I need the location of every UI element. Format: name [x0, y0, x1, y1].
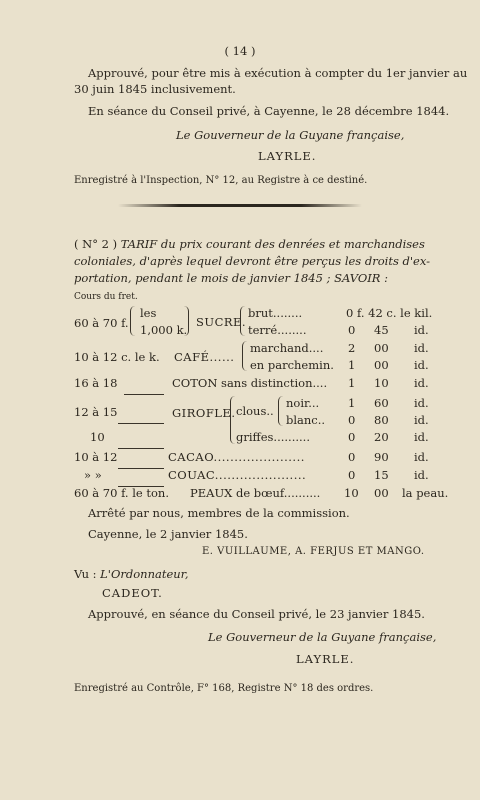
girofle-label: GIROFLE. — [172, 406, 236, 420]
price-francs: 2 — [348, 341, 356, 355]
arrete-line: Arrêté par nous, membres de la commission. — [88, 506, 350, 520]
brace — [242, 341, 247, 371]
dash-rule — [118, 438, 164, 457]
tarif-line-1 — [74, 237, 425, 251]
price-francs: 0 — [348, 413, 356, 427]
girofle-noir: noir... — [286, 396, 320, 410]
price-centimes: 00 — [374, 341, 389, 355]
price-centimes: 90 — [374, 450, 389, 464]
governor-signature: LAYRLE. — [258, 149, 317, 163]
brace — [230, 396, 235, 444]
price-centimes: 15 — [374, 468, 389, 482]
price-centimes: 80 — [374, 413, 389, 427]
governor-title: Le Gouverneur de la Guyane française, — [176, 128, 405, 142]
price-centimes: 60 — [374, 396, 389, 410]
girofle-clous: clous.. — [236, 404, 274, 418]
price-centimes: 00 — [374, 358, 389, 372]
approval-line: Approuvé, en séance du Conseil privé, le 23 janvier 1845. — [88, 607, 425, 621]
girofle-blanc: blanc.. — [286, 413, 326, 427]
governor-signature-2: LAYRLE. — [296, 652, 355, 666]
cadeot-signature: CADEOT. — [102, 586, 163, 600]
couac-freight: » » — [84, 468, 102, 482]
freight-heading: Cours du fret. — [74, 292, 138, 302]
brace — [184, 306, 189, 336]
sucre-brut-price: 0 f. 42 c. le kil. — [346, 306, 433, 320]
coton-freight: 16 à 18 — [74, 376, 118, 390]
control-registration: Enregistré au Contrôle, F° 168, Registre N° 18 des ordres. — [74, 683, 374, 694]
cayenne-date: Cayenne, le 2 janvier 1845. — [88, 527, 248, 541]
price-unit: id. — [414, 358, 429, 372]
vu-line — [74, 567, 189, 581]
price-francs: 1 — [348, 358, 356, 372]
cafe-parchemin: en parchemin. — [250, 358, 334, 372]
dash-rule — [118, 458, 164, 477]
price-unit: id. — [414, 396, 429, 410]
section-divider — [118, 204, 362, 207]
price-francs: 1 — [348, 396, 356, 410]
price-centimes: 20 — [374, 430, 389, 444]
session-line: En séance du Conseil privé, à Cayenne, le 28 décembre 1844. — [88, 104, 450, 118]
price-unit: id. — [414, 430, 429, 444]
girofle-griffes: griffes.......... — [236, 430, 310, 444]
sucre-les: les — [140, 306, 157, 320]
cacao-freight: 10 à 12 — [74, 450, 118, 464]
peaux-freight: 60 à 70 f. le ton. — [74, 486, 169, 500]
sucre-brut: brut........ — [248, 306, 303, 320]
sucre-freight: 60 à 70 f. — [74, 316, 129, 330]
dash-rule — [124, 384, 164, 403]
cafe-label: CAFÉ...... — [174, 350, 235, 364]
brace — [240, 306, 245, 336]
approval-line-1: Approuvé, pour être mis à exécution à compter du 1er janvier au — [88, 66, 468, 80]
tarif-line-2: coloniales, d'après lequel devront être perçus les droits d'ex- — [74, 254, 430, 268]
dash-rule — [118, 413, 164, 432]
brace — [278, 396, 283, 426]
price-centimes: 45 — [374, 323, 389, 337]
girofle-freight: 12 à 15 — [74, 405, 118, 419]
approval-line-2: 30 juin 1845 inclusivement. — [74, 82, 236, 96]
registration-line: Enregistré à l'Inspection, N° 12, au Registre à ce destiné. — [74, 175, 368, 186]
governor-title-2: Le Gouverneur de la Guyane française, — [208, 630, 437, 644]
coton-label: COTON sans distinction.... — [172, 376, 328, 390]
ordonnateur-title: L'Ordonnateur, — [100, 567, 189, 581]
cafe-freight: 10 à 12 c. le k. — [74, 350, 160, 364]
tarif-title: TARIF du prix courant des denrées et marchandises — [120, 237, 425, 251]
price-unit: id. — [414, 376, 429, 390]
price-francs: 0 — [348, 430, 356, 444]
sucre-terre: terré........ — [248, 323, 307, 337]
brace — [130, 306, 135, 336]
price-unit: id. — [414, 413, 429, 427]
griffes-freight: 10 — [90, 430, 105, 444]
tarif-line-3: portation, pendant le mois de janvier 1845 ; SAVOIR : — [74, 271, 388, 285]
price-unit: id. — [414, 323, 429, 337]
peaux-label: PEAUX de bœuf.......... — [190, 486, 321, 500]
price-francs: 0 — [348, 450, 356, 464]
commission-members: E. VUILLAUME, A. FERJUS ET MANGO. — [202, 546, 425, 557]
price-centimes: 00 — [374, 486, 389, 500]
vu-label: Vu : — [74, 567, 97, 581]
sucre-quantity: 1,000 k. — [140, 323, 188, 337]
price-centimes: 10 — [374, 376, 389, 390]
price-francs: 10 — [344, 486, 359, 500]
price-unit: id. — [414, 341, 429, 355]
couac-label: COUAC...................... — [168, 468, 307, 482]
price-francs: 1 — [348, 376, 356, 390]
page-number: ( 14 ) — [224, 44, 256, 58]
price-unit: id. — [414, 468, 429, 482]
price-francs: 0 — [348, 323, 356, 337]
tarif-number: ( N° 2 ) — [74, 237, 118, 251]
price-francs: 0 — [348, 468, 356, 482]
cafe-marchand: marchand.... — [250, 341, 324, 355]
price-unit: la peau. — [402, 486, 449, 500]
cacao-label: CACAO...................... — [168, 450, 305, 464]
price-unit: id. — [414, 450, 429, 464]
sucre-label: SUCRE. — [196, 315, 247, 329]
